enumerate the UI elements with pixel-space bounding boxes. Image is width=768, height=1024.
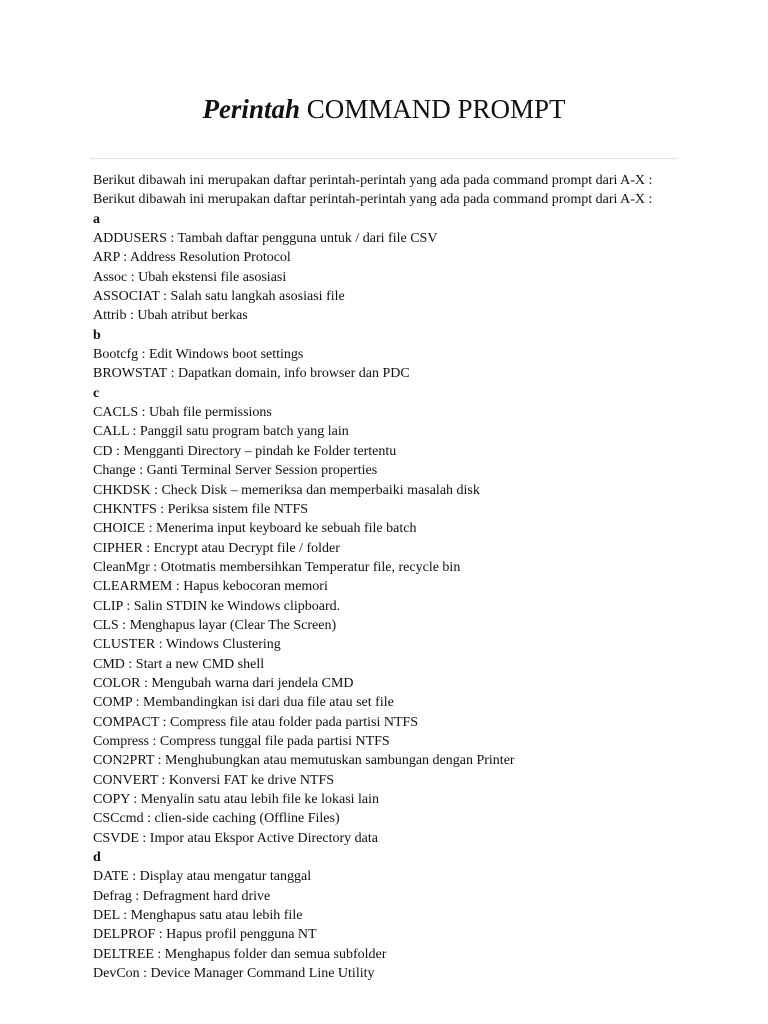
section-letter-heading: b [93,327,101,343]
command-line: ARP : Address Resolution Protocol [93,250,291,266]
command-line: CALL : Panggil satu program batch yang lain [93,424,349,440]
section-letter-heading: a [93,211,100,227]
command-line: CleanMgr : Ototmatis membersihkan Temperatur file, recycle bin [93,559,461,575]
command-line: CACLS : Ubah file permissions [93,405,272,421]
command-line: Defrag : Defragment hard drive [93,888,271,904]
dotted-divider [91,158,677,159]
command-line: CLS : Menghapus layar (Clear The Screen) [93,617,337,633]
command-line: CMD : Start a new CMD shell [93,656,265,672]
command-line: CHKDSK : Check Disk – memeriksa dan memperbaiki masalah disk [93,482,480,498]
command-line: Bootcfg : Edit Windows boot settings [93,347,304,363]
command-line: CD : Mengganti Directory – pindah ke Folder tertentu [93,443,397,459]
command-line: COMPACT : Compress file atau folder pada partisi NTFS [93,714,419,730]
page-title-rest: COMMAND PROMPT [306,94,566,124]
section-letter-heading: d [93,850,101,866]
command-line: BROWSTAT : Dapatkan domain, info browser dan PDC [93,366,410,382]
command-line: CON2PRT : Menghubungkan atau memutuskan sambungan dengan Printer [93,753,515,769]
command-line: Berikut dibawah ini merupakan daftar perintah-perintah yang ada pada command prompt dari A-X : [93,173,653,188]
command-list [93,171,733,983]
command-line: CLUSTER : Windows Clustering [93,637,281,653]
command-line: COPY : Menyalin satu atau lebih file ke lokasi lain [93,792,380,807]
command-line: ASSOCIAT : Salah satu langkah asosiasi file [93,289,345,305]
command-line: COLOR : Mengubah warna dari jendela CMD [93,675,354,691]
command-line: Compress : Compress tunggal file pada partisi NTFS [93,733,390,749]
command-line: CHOICE : Menerima input keyboard ke sebuah file batch [93,521,417,537]
command-line: CONVERT : Konversi FAT ke drive NTFS [93,772,335,788]
section-letter-heading: c [93,385,100,401]
command-line: CLEARMEM : Hapus kebocoran memori [93,579,328,595]
page-title [0,91,768,127]
command-line: ADDUSERS : Tambah daftar pengguna untuk / dari file CSV [93,231,438,247]
command-line: DEL : Menghapus satu atau lebih file [93,908,303,924]
command-line: DELTREE : Menghapus folder dan semua subfolder [93,946,387,962]
command-line: DATE : Display atau mengatur tanggal [93,869,312,885]
command-line: CSVDE : Impor atau Ekspor Active Directory data [93,830,378,846]
command-line: Attrib : Ubah atribut berkas [93,308,248,324]
command-line: COMP : Membandingkan isi dari dua file atau set file [93,695,394,711]
command-line: CIPHER : Encrypt atau Decrypt file / folder [93,540,340,556]
command-line: Berikut dibawah ini merupakan daftar perintah-perintah yang ada pada command prompt dari A-X : [93,192,653,208]
page-title-italic: Perintah [202,94,300,124]
command-line: CSCcmd : clien-side caching (Offline Files) [93,811,340,827]
command-line: DELPROF : Hapus profil pengguna NT [93,927,317,943]
command-line: CLIP : Salin STDIN ke Windows clipboard. [93,598,341,614]
command-line: Assoc : Ubah ekstensi file asosiasi [93,269,287,285]
command-line: DevCon : Device Manager Command Line Utility [93,966,375,982]
command-line: CHKNTFS : Periksa sistem file NTFS [93,501,309,517]
command-line: Change : Ganti Terminal Server Session properties [93,463,378,479]
